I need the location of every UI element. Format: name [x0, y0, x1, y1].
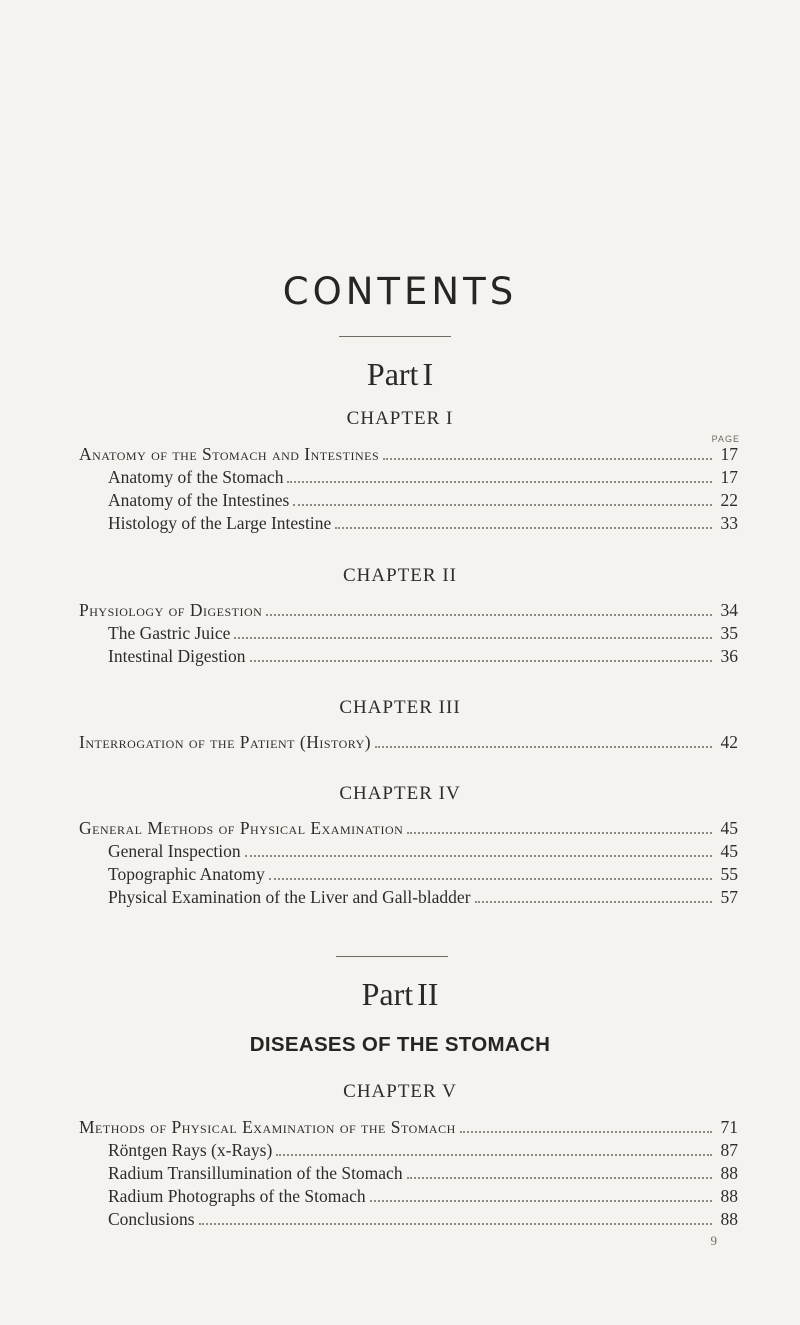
toc-entry-title: Radium Transillumination of the Stomach	[108, 1163, 403, 1183]
dot-leader	[245, 854, 712, 857]
part-subtitle: DISEASES OF THE STOMACH	[249, 1033, 551, 1056]
toc-entry	[108, 840, 738, 862]
toc-entry-title: Röntgen Rays (x-Rays)	[108, 1140, 273, 1160]
toc-entry	[108, 863, 738, 885]
dot-leader	[375, 745, 712, 748]
toc-entry-title: Physiology of Digestion	[79, 600, 263, 620]
chapter-heading: CHAPTER IV	[339, 783, 461, 804]
part-two-numeral: II	[417, 976, 439, 1012]
toc-entry	[79, 817, 738, 839]
toc-entry-title: General Inspection	[108, 841, 241, 861]
toc-entry	[79, 1116, 738, 1138]
toc-entry-title: The Gastric Juice	[108, 623, 231, 643]
toc-entry-title: Interrogation of the Patient (History)	[79, 732, 372, 752]
toc-entry-page: 34	[720, 600, 738, 620]
dot-leader	[250, 659, 712, 662]
toc-entry-title: Intestinal Digestion	[108, 646, 246, 666]
toc-entry-title: Physical Examination of the Liver and Gall-bladder	[108, 887, 471, 907]
toc-entry	[79, 731, 738, 753]
dot-leader	[335, 526, 712, 529]
toc-entry-page: 88	[720, 1186, 738, 1206]
toc-entry	[108, 466, 738, 488]
toc-entry-title: General Methods of Physical Examination	[79, 818, 404, 838]
toc-entry	[108, 512, 738, 534]
toc-entry-page: 57	[720, 887, 738, 907]
toc-entry-title: Anatomy of the Stomach	[108, 467, 284, 487]
dot-leader	[370, 1199, 712, 1202]
chapter-heading: CHAPTER III	[339, 697, 461, 718]
part-one-word: Part	[366, 356, 419, 392]
dot-leader	[407, 831, 712, 834]
toc-entry-page: 45	[720, 818, 738, 838]
toc-entry-page: 35	[720, 623, 738, 643]
dot-leader	[383, 457, 712, 460]
toc-entry-page: 87	[720, 1140, 738, 1160]
toc-entry-page: 17	[720, 467, 738, 487]
dot-leader	[407, 1176, 712, 1179]
toc-entry	[108, 1139, 738, 1161]
toc-entry-title: Anatomy of the Stomach and Intestines	[79, 444, 380, 464]
toc-entry-page: 36	[720, 646, 738, 666]
part-one-heading	[0, 356, 800, 393]
toc-entry-title: Anatomy of the Intestines	[108, 490, 290, 510]
toc-entry-title: Histology of the Large Intestine	[108, 513, 332, 533]
toc-entry	[108, 1208, 738, 1230]
toc-entry-title: Topographic Anatomy	[108, 864, 265, 884]
page-number: 9	[710, 1233, 717, 1248]
toc-entry	[79, 599, 738, 621]
toc-entry	[108, 489, 738, 511]
toc-entry-title: Radium Photographs of the Stomach	[108, 1186, 366, 1206]
dot-leader	[234, 636, 712, 639]
toc-entry-title: Conclusions	[108, 1209, 195, 1229]
dot-leader	[475, 900, 712, 903]
part-two-heading	[0, 976, 800, 1013]
toc-entry-page: 17	[720, 444, 738, 464]
chapter-heading: CHAPTER II	[343, 565, 457, 586]
toc-entry-page: 33	[720, 513, 738, 533]
toc-entry-page: 88	[720, 1163, 738, 1183]
dot-leader	[199, 1222, 712, 1225]
toc-entry	[108, 622, 738, 644]
chapter-heading: CHAPTER I	[346, 408, 454, 429]
page-column-header: PAGE	[711, 434, 740, 444]
dot-leader	[287, 480, 712, 483]
toc-entry	[108, 1162, 738, 1184]
toc-entry-page: 22	[720, 490, 738, 510]
part-two-word: Part	[361, 976, 414, 1012]
toc-entry	[108, 886, 738, 908]
toc-entry-page: 88	[720, 1209, 738, 1229]
divider-rule-top	[339, 336, 451, 337]
page-title: CONTENTS	[282, 270, 518, 313]
toc-entry-page: 71	[720, 1117, 738, 1137]
chapter-heading: CHAPTER V	[343, 1081, 457, 1102]
toc-entry-page: 45	[720, 841, 738, 861]
toc-entry	[108, 1185, 738, 1207]
toc-entry-page: 42	[720, 732, 738, 752]
divider-rule-middle	[336, 956, 448, 957]
dot-leader	[269, 877, 712, 880]
part-one-numeral: I	[422, 356, 434, 392]
toc-entry	[79, 443, 738, 465]
dot-leader	[276, 1153, 712, 1156]
dot-leader	[293, 503, 712, 506]
toc-entry	[108, 645, 738, 667]
dot-leader	[460, 1130, 712, 1133]
dot-leader	[266, 613, 712, 616]
toc-entry-title: Methods of Physical Examination of the Stomach	[79, 1117, 456, 1137]
toc-entry-page: 55	[720, 864, 738, 884]
